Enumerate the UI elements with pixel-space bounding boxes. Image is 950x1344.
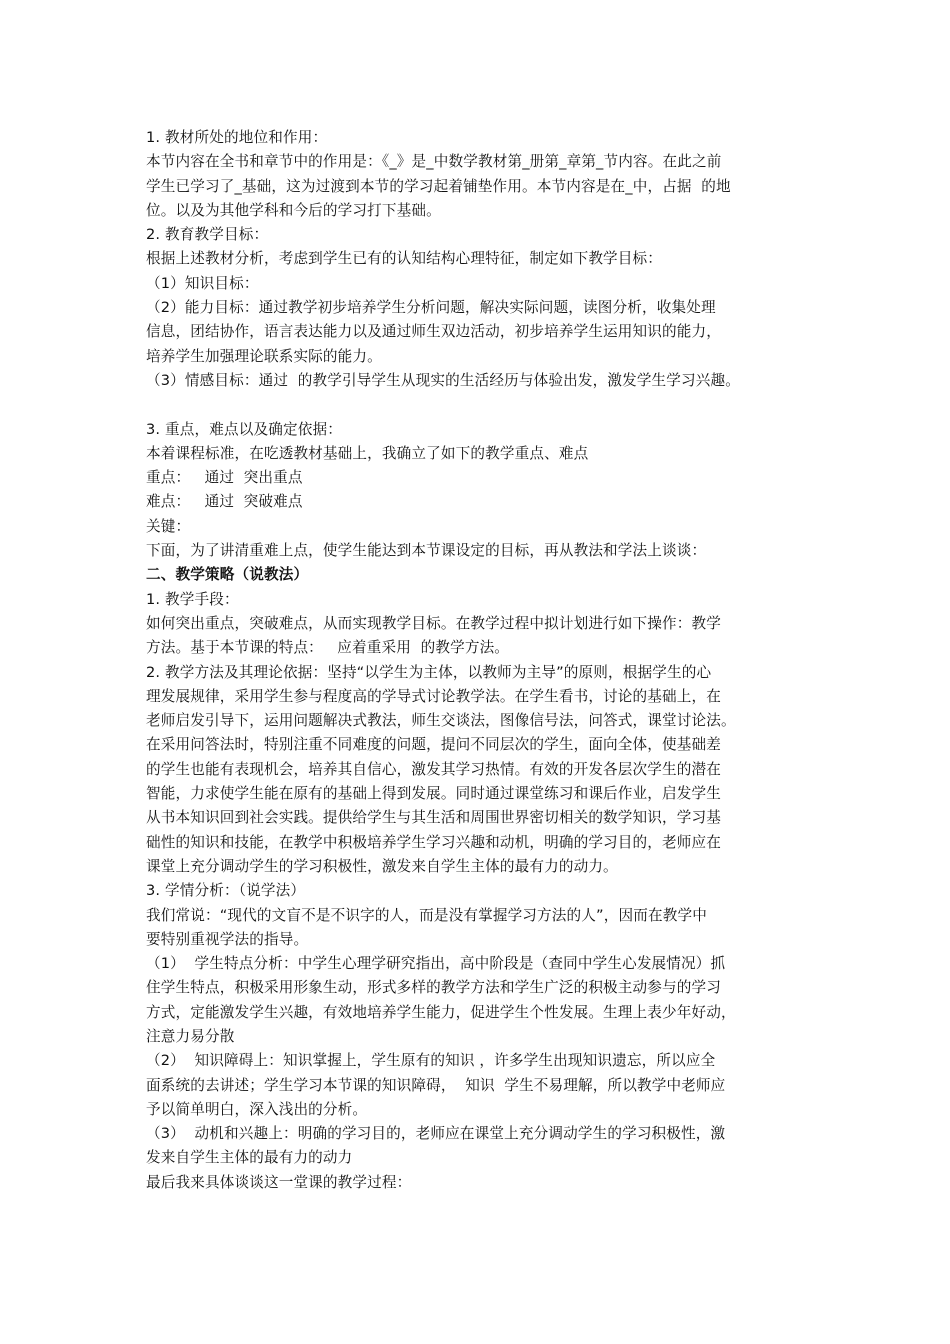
paragraph-line: 我们常说：“现代的文盲不是不识字的人，而是没有掌握学习方法的人”，因而在教学中 [146,906,707,924]
paragraph-line: 智能，力求使学生能在原有的基础上得到发展。同时通过课堂练习和课后作业，启发学生 [146,785,722,803]
paragraph-line: 本节内容在全书和章节中的作用是：《_》是_中数学教材第_册第_章第_节内容。在此之前 [146,153,722,171]
heading-teaching-goals: 2. 教育教学目标： [146,226,269,244]
paragraph-line: 根据上述教材分析，考虑到学生已有的认知结构心理特征，制定如下教学目标： [146,250,663,268]
document-body [146,126,816,1195]
paragraph-line: 要特别重视学法的指导。 [146,930,309,948]
blank-line [146,393,816,417]
list-item-emotion-goal: （3）情感目标：通过 的教学引导学生从现实的生活经历与体验出发，激发学生学习兴趣。 [146,371,741,389]
section-heading-teaching-strategy: 二、教学策略（说教法） [146,566,309,584]
key-line: 关键： [146,517,191,535]
heading-teaching-methods: 2. 教学方法及其理论依据：坚持“以学生为主体，以教师为主导”的原则，根据学生的心 [146,663,712,681]
paragraph-line: 课堂上充分调动学生的学习积极性，激发来自学生主体的最有力的动力。 [146,857,618,875]
key-point-line: 重点： 通过 突出重点 [146,469,303,487]
paragraph-line: 注意力易分散 [146,1027,235,1045]
paragraph-line: 住学生特点，积极采用形象生动，形式多样的教学方法和学生广泛的积极主动参与的学习 [146,979,722,997]
heading-teaching-means: 1. 教学手段： [146,590,239,608]
heading-textbook-position: 1. 教材所处的地位和作用： [146,129,328,146]
list-item-knowledge-obstacles: （2） 知识障碍上：知识掌握上，学生原有的知识 ，许多学生出现知识遗忘，所以应全 [146,1052,716,1070]
paragraph-line: 予以简单明白，深入浅出的分析。 [146,1100,368,1118]
list-item-ability-goal: （2）能力目标：通过教学初步培养学生分析问题，解决实际问题，读图分析，收集处理 [146,299,716,317]
paragraph-line: 培养学生加强理论联系实际的能力。 [146,347,382,365]
paragraph-line: 信息，团结协作，语言表达能力以及通过师生双边活动，初步培养学生运用知识的能力， [146,323,722,341]
list-item-knowledge-goal: （1）知识目标： [146,274,259,292]
paragraph-line: 的学生也能有表现机会，培养其自信心，激发其学习热情。有效的开发各层次学生的潜在 [146,760,722,778]
paragraph-line: 本着课程标准，在吃透教材基础上，我确立了如下的教学重点、难点 [146,444,589,462]
paragraph-line: 面系统的去讲述；学生学习本节课的知识障碍， 知识 学生不易理解，所以教学中老师应 [146,1076,726,1094]
paragraph-line: 础性的知识和技能，在教学中积极培养学生学习兴趣和动机，明确的学习目的，老师应在 [146,833,722,851]
paragraph-line: 如何突出重点，突破难点，从而实现教学目标。在教学过程中拟计划进行如下操作：教学 [146,614,722,632]
heading-learning-analysis: 3. 学情分析：（说学法） [146,882,306,900]
paragraph-line: 方式，定能激发学生兴趣，有效地培养学生能力，促进学生个性发展。生理上表少年好动， [146,1003,736,1021]
heading-key-points: 3. 重点，难点以及确定依据： [146,420,342,438]
paragraph-line: 方法。基于本节课的特点： 应着重采用 的教学方法。 [146,639,510,657]
difficult-point-line: 难点： 通过 突破难点 [146,493,303,511]
paragraph-line: 位。以及为其他学科和今后的学习打下基础。 [146,201,441,219]
paragraph-line: 理发展规律，采用学生参与程度高的学导式讨论教学法。在学生看书，讨论的基础上，在 [146,687,722,705]
list-item-student-traits: （1） 学生特点分析：中学生心理学研究指出，高中阶段是（查同中学生心发展情况）抓 [146,955,726,973]
paragraph-line: 发来自学生主体的最有力的动力 [146,1149,353,1167]
paragraph-line: 最后我来具体谈谈这一堂课的教学过程： [146,1173,412,1191]
list-item-motivation: （3） 动机和兴趣上：明确的学习目的，老师应在课堂上充分调动学生的学习积极性，激 [146,1125,726,1143]
paragraph-line: 学生已学习了_基础，这为过渡到本节的学习起着铺垫作用。本节内容是在_中，占据 的地 [146,177,731,195]
paragraph-line: 下面，为了讲清重难上点，使学生能达到本节课设定的目标，再从教法和学法上谈谈： [146,542,707,560]
paragraph-line: 从书本知识回到社会实践。提供给学生与其生活和周围世界密切相关的数学知识，学习基 [146,809,722,827]
paragraph-line: 在采用问答法时，特别注重不同难度的问题，提问不同层次的学生，面向全体，使基础差 [146,736,722,754]
paragraph-line: 老师启发引导下，运用问题解决式教法，师生交谈法，图像信号法，问答式，课堂讨论法。 [146,712,736,730]
